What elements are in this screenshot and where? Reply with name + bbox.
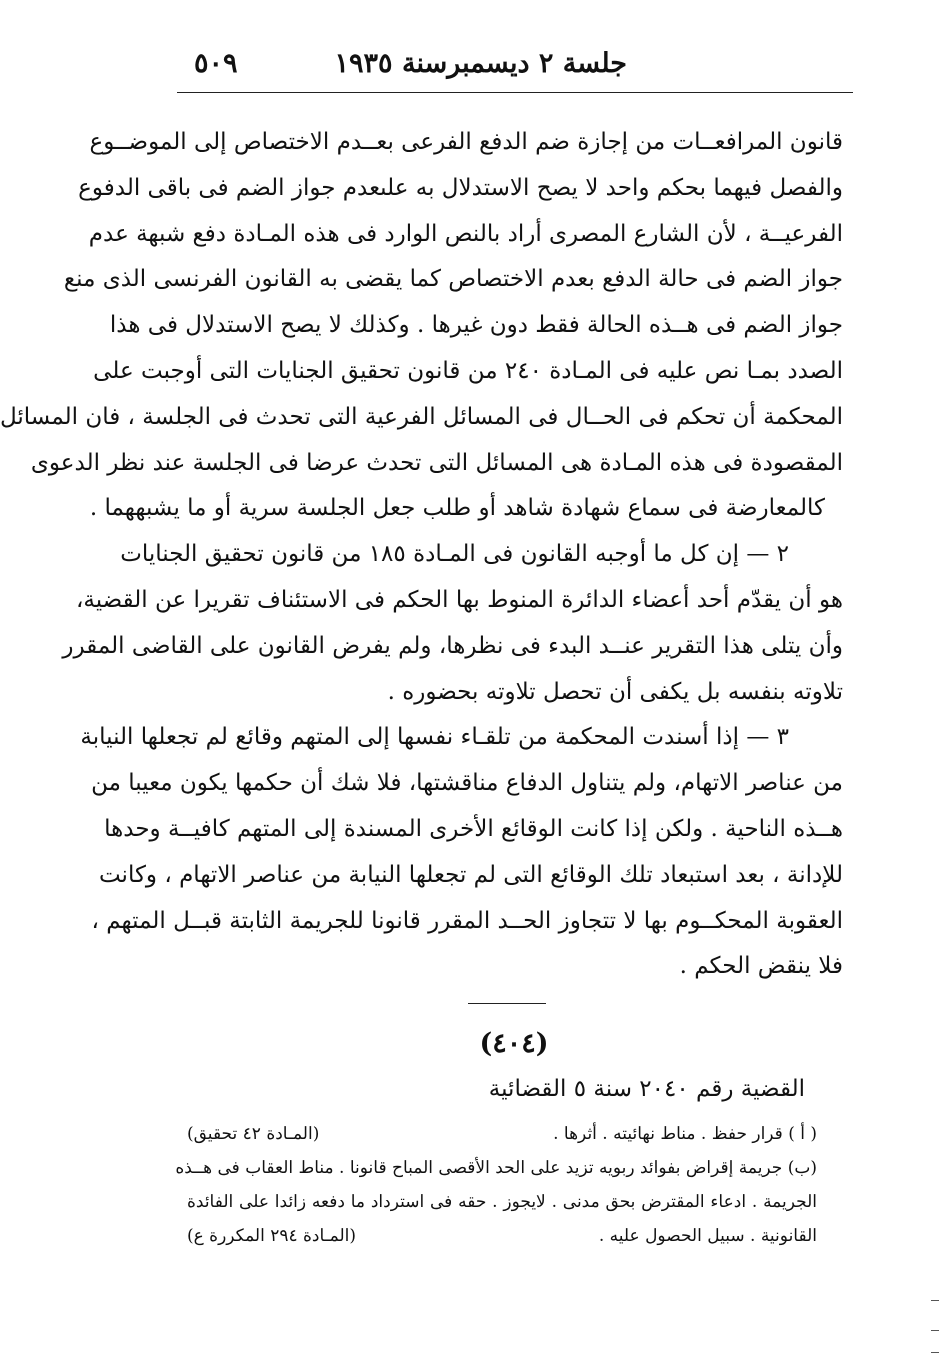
text-line: وأن يتلى هذا التقرير عنــد البدء فى نظرها، ولم يفرض القانون على القاضى المقرر [62,632,843,659]
text-line: المقصودة فى هذه المـادة هى المسائل التى تحدث عرضا فى الجلسة عند نظر الدعوى [30,449,843,476]
text-line: ٣ — إذا أسندت المحكمة من تلقـاء نفسها إلى المتهم وقائع لم تجعلها النيابة [80,724,789,751]
header-title: جلسة ٢ ديسمبرسنة ١٩٣٥ [334,48,627,79]
paragraph-1 [0,120,843,532]
headnote-b-last [187,1219,817,1253]
headnote-a-text: ( أ ) قرار حفظ . مناط نهائيته . أثرها . [553,1124,817,1144]
headnote-a-reference: (المـادة ٤٢ تحقيق) [187,1124,320,1144]
page-header [184,48,857,88]
text-line: العقوبة المحكــوم بها لا تتجاوز الحــد المقرر قانونا للجريمة الثابتة قبــل المتهم ، [91,907,843,934]
margin-mark [931,1352,939,1353]
body-text [0,120,843,990]
text-line: هو أن يقدّم أحد أعضاء الدائرة المنوط بها الحكم فى الاستئناف تقريرا عن القضية، [75,586,843,613]
headnote-b-line: الجريمة . ادعاء المقترض بحق مدنى . لايجوز . حقه فى استرداد ما دفعه زائدا على الفائدة [187,1192,817,1212]
text-line: جواز الضم فى حالة الدفع بعدم الاختصاص كما يقضى به القانون الفرنسى الذى منع [63,266,843,293]
headnote-b-line: (ب) جريمة إقراض بفوائد ربويه تزيد على الحد الأقصى المباح قانونا . مناط العقاب فى هــذه [175,1158,817,1178]
paragraph-2 [62,532,843,715]
headnotes [175,1117,817,1253]
margin-mark [931,1300,939,1301]
text-line: جواز الضم فى هــذه الحالة فقط دون غيرها . وكذلك لا يصح الاستدلال فى هذا [109,312,843,339]
text-line: فلا ينقض الحكم . [679,953,843,980]
text-line: المحكمة أن تحكم فى الحــال فى المسائل الفرعية التى تحدث فى الجلسة ، فان المسائل [0,403,843,430]
text-line: كالمعارضة فى سماع شهادة شاهد أو طلب جعل الجلسة سرية أو ما يشبههما . [89,495,825,522]
text-line: هــذه الناحية . ولكن إذا كانت الوقائع الأخرى المسندة إلى المتهم كافيــة وحدها [104,815,843,842]
text-line: للإدانة ، بعد استبعاد تلك الوقائع التى لم تجعلها النيابة من عناصر الاتهام ، وكانت [98,861,843,888]
text-line: ٢ — إن كل ما أوجبه القانون فى المـادة ١٨٥ من قانون تحقيق الجنايات [120,541,789,568]
text-line: الصدد بمـا نص عليه فى المـادة ٢٤٠ من قانون تحقيق الجنايات التى أوجبت على [93,357,843,384]
headnote-a [187,1117,817,1151]
case-number: (٤٠٤) [479,1028,549,1059]
case-title: القضية رقم ٢٠٤٠ سنة ٥ القضائية [488,1076,805,1102]
margin-mark [931,1330,939,1331]
section-divider [468,1003,546,1004]
headnote-b-reference: (المـادة ٢٩٤ المكررة ع) [187,1226,357,1246]
text-line: والفصل فيهما بحكم واحد لا يصح الاستدلال به علىعدم جواز الضم فى باقى الدفوع [78,174,843,201]
headnote-b-text: القانونية . سبيل الحصول عليه . [598,1226,817,1246]
text-line: قانون المرافعــات من إجازة ضم الدفع الفرعى بعــدم الاختصاص إلى الموضــوع [89,129,843,155]
text-line: من عناصر الاتهام، ولم يتناول الدفاع مناقشتها، فلا شك أن حكمها يكون معيبا من [91,770,843,797]
header-divider [177,92,853,93]
text-line: الفرعيــة ، لأن الشارع المصرى أراد بالنص الوارد فى هذه المـادة دفع شبهة عدم [88,220,843,247]
paragraph-3 [80,715,843,990]
text-line: تلاوته بنفسه بل يكفى أن تحصل تلاوته بحضوره . [387,678,843,705]
page-number: ٥٠٩ [194,48,238,79]
